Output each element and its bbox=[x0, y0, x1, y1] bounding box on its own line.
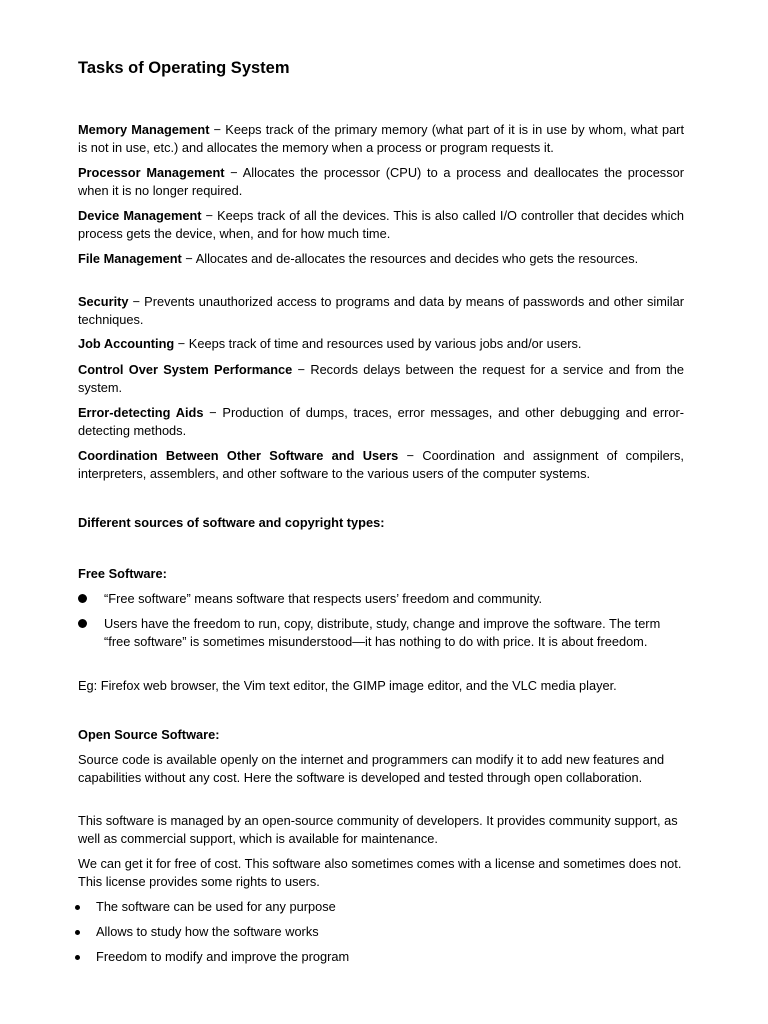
open-source-paragraph: This software is managed by an open-source community of developers. It provides community support, as well as commercial support, which is available for maintenance. bbox=[78, 813, 678, 846]
task-job-accounting bbox=[78, 335, 684, 353]
task-memory-management bbox=[78, 121, 684, 156]
task-desc: − Prevents unauthorized access to programs and data by means of passwords and other similar techniques. bbox=[78, 294, 684, 327]
task-term: Coordination Between Other Software and Users bbox=[78, 448, 399, 463]
task-security bbox=[78, 293, 684, 328]
sources-heading: Different sources of software and copyright types: bbox=[78, 515, 385, 530]
task-desc: − Allocates and de-allocates the resources and decides who gets the resources. bbox=[181, 251, 639, 266]
task-device-management bbox=[78, 207, 684, 242]
open-source-heading: Open Source Software: bbox=[78, 727, 220, 742]
open-source-bullet: Freedom to modify and improve the program bbox=[96, 948, 684, 966]
task-desc: − Keeps track of the primary memory (what part of it is in use by whom, what part is not in use, etc.) and allocates the memory when a process or program requests it. bbox=[78, 122, 685, 155]
free-software-example: Eg: Firefox web browser, the Vim text editor, the GIMP image editor, and the VLC media player. bbox=[78, 678, 617, 693]
task-term: Job Accounting bbox=[78, 336, 175, 351]
open-source-paragraph: Source code is available openly on the internet and programmers can modify it to add new features and capabilities without any cost. Here the software is developed and tested through open collaboration. bbox=[78, 752, 665, 785]
task-file-management bbox=[78, 250, 684, 268]
open-source-bullet: Allows to study how the software works bbox=[96, 923, 684, 941]
task-term: Processor Management bbox=[78, 165, 225, 180]
page-title: Tasks of Operating System bbox=[78, 59, 290, 77]
bullet-dot-icon bbox=[75, 955, 80, 960]
bullet-dot-icon bbox=[78, 594, 87, 603]
open-source-bullet: The software can be used for any purpose bbox=[96, 898, 684, 916]
bullet-dot-icon bbox=[75, 930, 80, 935]
bullet-dot-icon bbox=[78, 619, 87, 628]
task-desc: − Production of dumps, traces, error messages, and other debugging and error-detecting methods. bbox=[78, 405, 685, 438]
task-error-detecting bbox=[78, 404, 684, 439]
task-term: Control Over System Performance bbox=[78, 362, 293, 377]
free-software-bullet: “Free software” means software that respects users’ freedom and community. bbox=[104, 590, 684, 608]
task-desc: − Keeps track of all the devices. This is also called I/O controller that decides which process gets the device, when, and for how much time. bbox=[78, 208, 684, 241]
task-desc: − Records delays between the request for a service and from the system. bbox=[78, 362, 684, 395]
task-term: Memory Management bbox=[78, 122, 210, 137]
task-desc: − Allocates the processor (CPU) to a process and deallocates the processor when it is no longer required. bbox=[78, 165, 684, 198]
task-term: Security bbox=[78, 294, 129, 309]
free-software-bullet: Users have the freedom to run, copy, distribute, study, change and improve the software. The term “free software” is sometimes misunderstood—it has nothing to do with price. It is about freedom. bbox=[104, 615, 684, 650]
task-term: File Management bbox=[78, 251, 182, 266]
task-term: Error-detecting Aids bbox=[78, 405, 204, 420]
open-source-paragraph: We can get it for free of cost. This software also sometimes comes with a license and sometimes does not. This license provides some rights to users. bbox=[78, 856, 682, 889]
bullet-dot-icon bbox=[75, 905, 80, 910]
task-coordination bbox=[78, 447, 684, 482]
task-desc: − Coordination and assignment of compilers, interpreters, assemblers, and other software to the various users of the computer systems. bbox=[78, 448, 684, 481]
task-processor-management bbox=[78, 164, 684, 199]
task-control-performance bbox=[78, 361, 684, 396]
task-term: Device Management bbox=[78, 208, 202, 223]
free-software-heading: Free Software: bbox=[78, 566, 167, 581]
task-desc: − Keeps track of time and resources used by various jobs and/or users. bbox=[174, 336, 582, 351]
